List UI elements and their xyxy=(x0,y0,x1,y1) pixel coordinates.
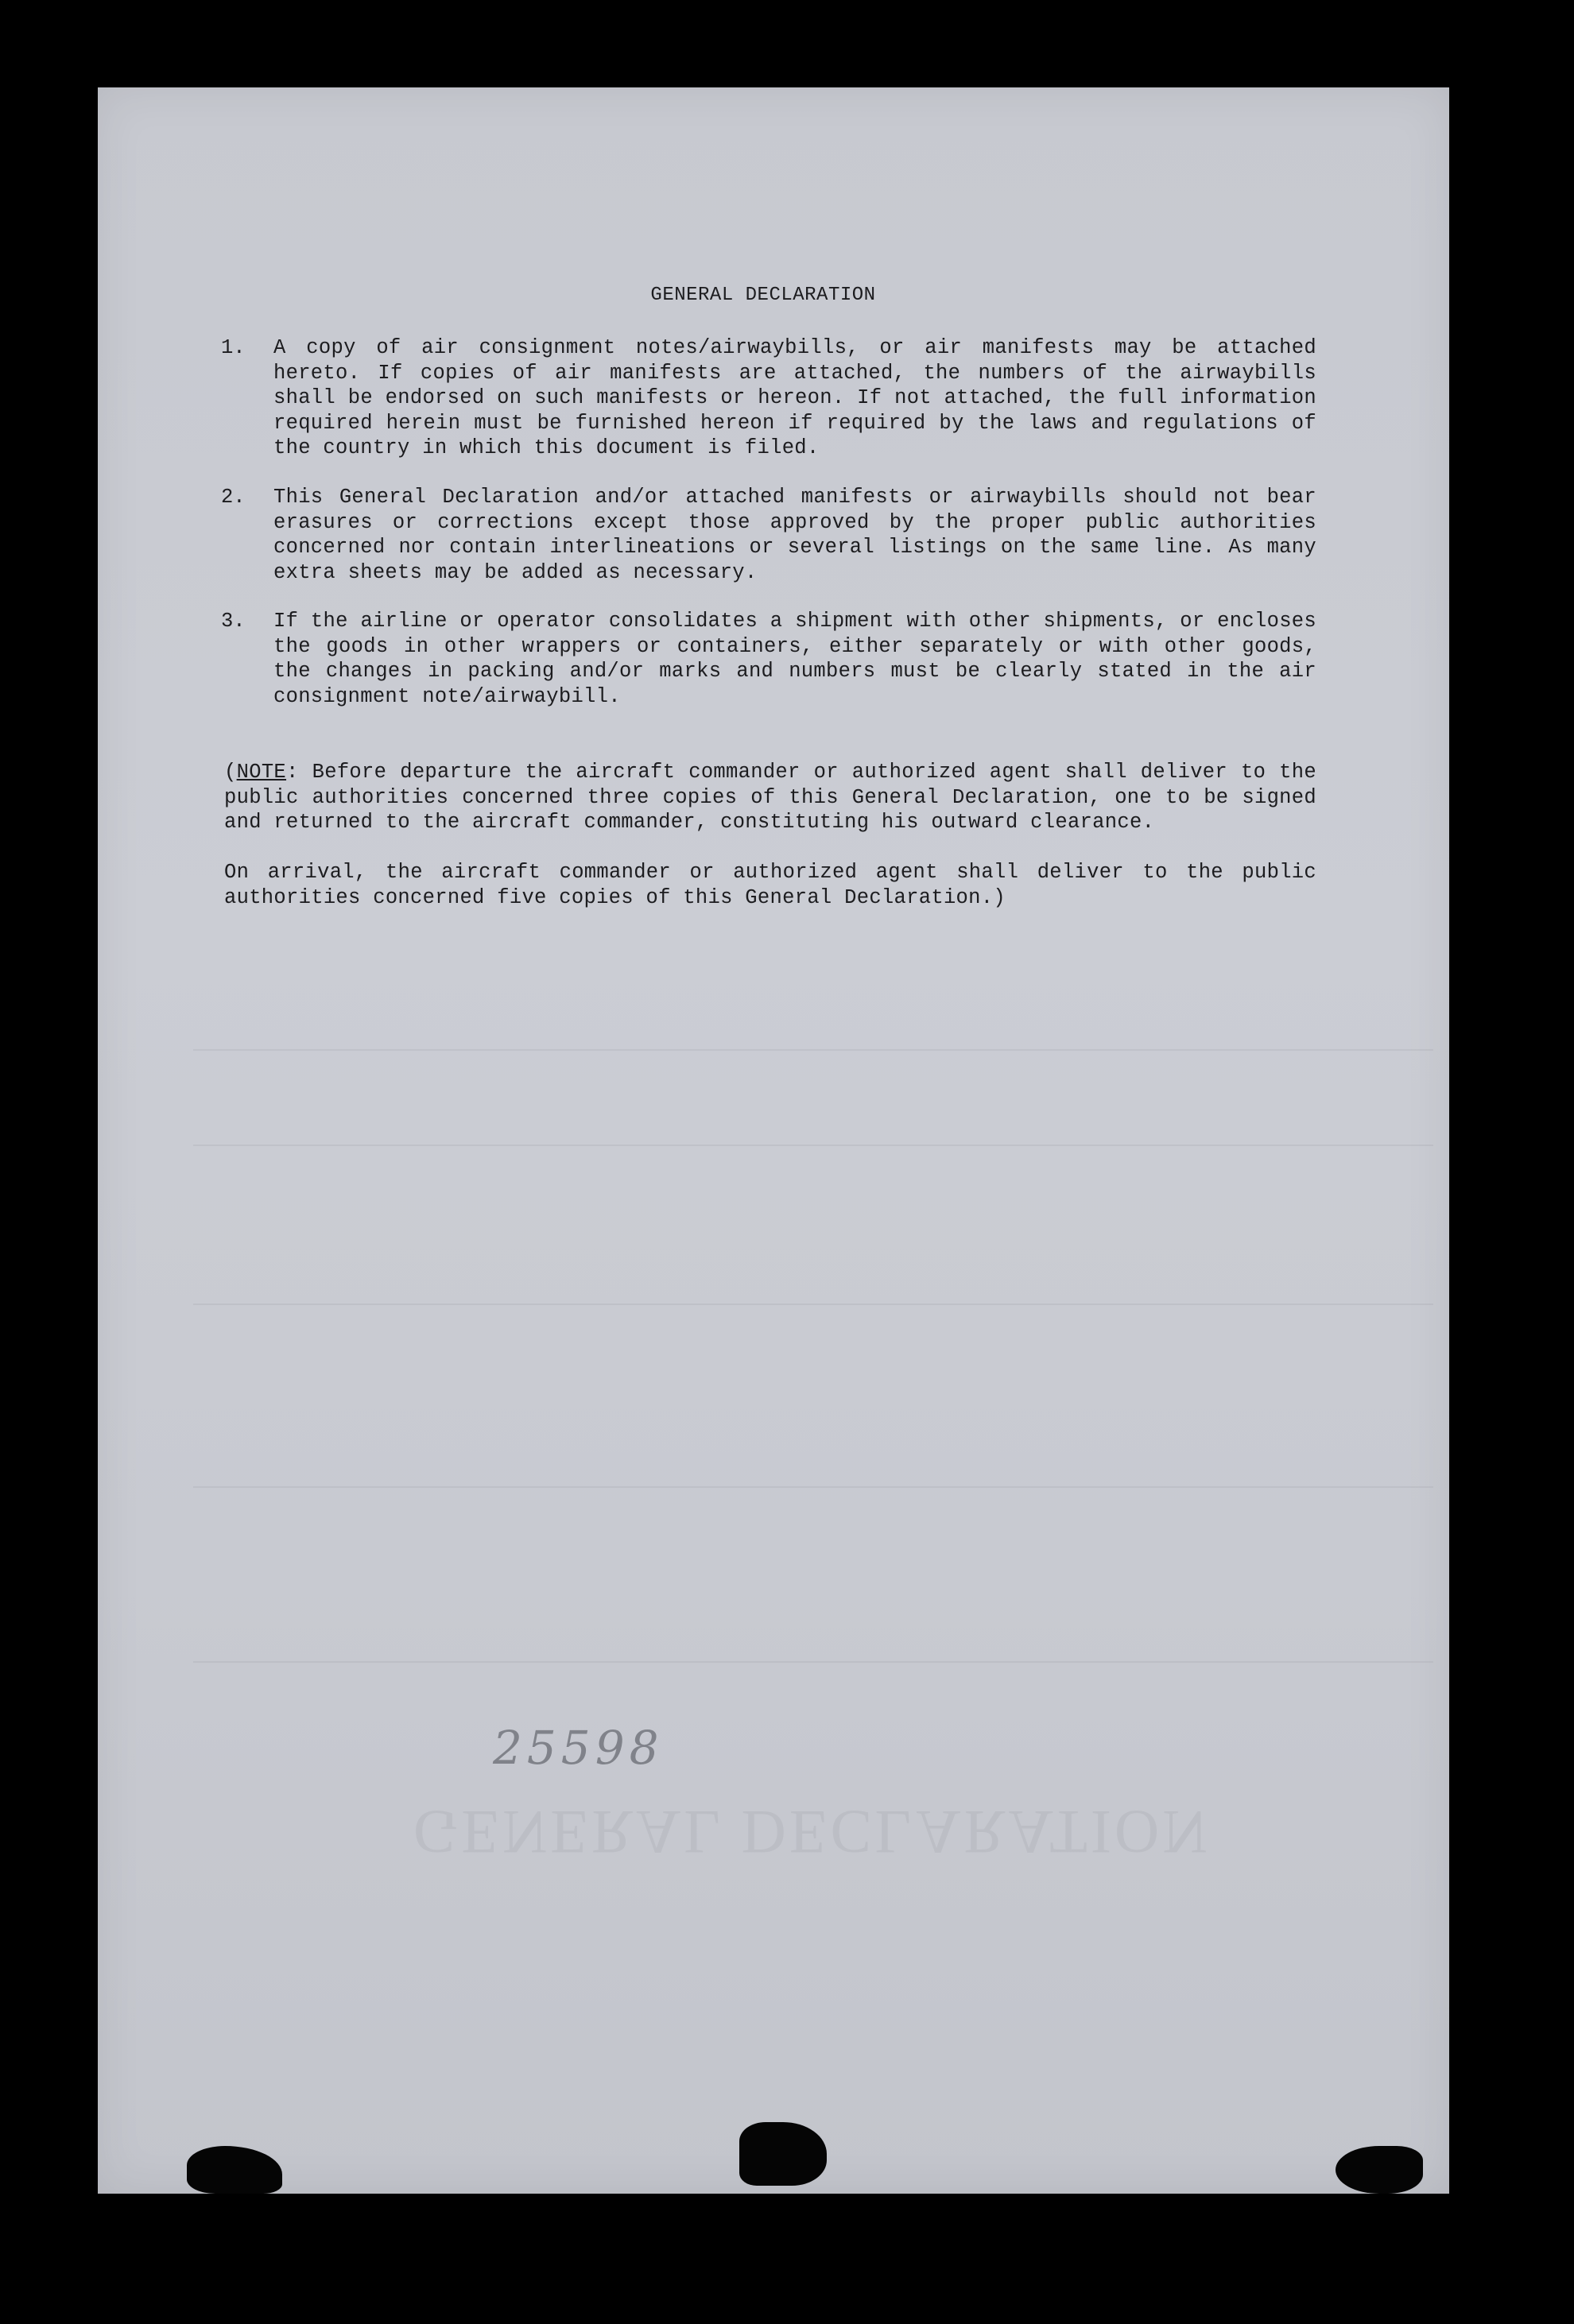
note-text: Before departure the aircraft commander or authorized agent shall deliver to the public authorities concerned three copies of this General Declaration, one to be signed and returned to the aircraft commander, constituting his outward clearance. xyxy=(224,761,1316,834)
departure-note xyxy=(224,760,1316,835)
arrival-note: On arrival, the aircraft commander or authorized agent shall deliver to the public authorities concerned five copies of this General Declaration.) xyxy=(224,861,1316,909)
bleed-through-line xyxy=(193,1486,1433,1488)
document-title: GENERAL DECLARATION xyxy=(650,285,876,306)
bleed-through-line xyxy=(193,1661,1433,1663)
bleed-through-line xyxy=(193,1145,1433,1146)
item-text: A copy of air consignment notes/airwaybills, or air manifests may be attached hereto. If copies of air manifests are attached, the numbers of the airwaybills shall be endorsed on such manifests or hereon. If not attached, the full information required herein must be furnished hereon if required by the laws and regulations of the country in which this document is filed. xyxy=(273,336,1316,459)
bleed-through-heading: GENERAL DECLARATION xyxy=(413,1798,1211,1867)
handwritten-number: 25598 xyxy=(493,1721,664,1775)
bleed-through-line xyxy=(193,1049,1433,1051)
item-text: This General Declaration and/or attached manifests or airwaybills should not bear erasures or corrections except those approved by the proper public authorities concerned nor contain interlineations or several listings on the same line. As many extra sheets may be added as necessary. xyxy=(273,486,1316,584)
bleed-through-line xyxy=(193,1303,1433,1305)
item-number: 3. xyxy=(221,610,246,633)
torn-edge xyxy=(739,2122,827,2186)
torn-edge xyxy=(1336,2146,1423,2194)
item-number: 2. xyxy=(221,486,246,509)
item-text: If the airline or operator consolidates a shipment with other shipments, or encloses the goods in other wrappers or containers, either separately or with other goods, the changes in packing and/or marks and numbers must be clearly stated in the air consignment note/airwaybill. xyxy=(273,610,1316,708)
note-colon: : xyxy=(286,761,299,784)
note-open-paren: ( xyxy=(224,761,237,784)
note-label: NOTE xyxy=(236,761,287,784)
item-number: 1. xyxy=(221,336,246,359)
